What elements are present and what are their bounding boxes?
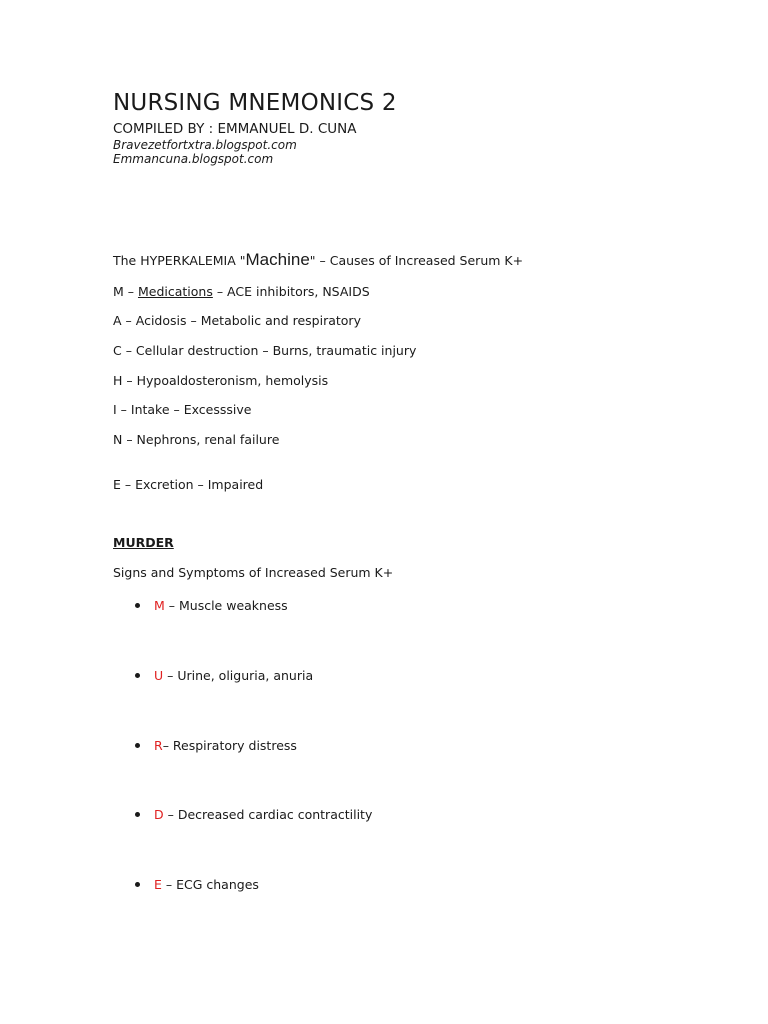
bullet-text: – Muscle weakness <box>164 598 288 613</box>
murder-subtitle: Signs and Symptoms of Increased Serum K+ <box>113 565 394 580</box>
bullet-text: – Decreased cardiac contractility <box>163 807 373 822</box>
bullet-letter: R <box>154 738 163 753</box>
mnemonic-line-n: N – Nephrons, renal failure <box>113 432 280 447</box>
bullet-icon <box>135 603 140 608</box>
bullet-icon <box>135 812 140 817</box>
blog-link-1[interactable]: Bravezetfortxtra.blogspot.com <box>113 138 297 152</box>
bullet-icon <box>135 673 140 678</box>
medications-word: Medications <box>137 284 213 299</box>
list-item <box>135 598 288 613</box>
mnemonic-line-a: A – Acidosis – Metabolic and respiratory <box>113 313 361 328</box>
mnemonic-line-h: H – Hypoaldosteronism, hemolysis <box>113 373 329 388</box>
bullet-text: – Respiratory distress <box>162 738 297 753</box>
list-item <box>135 807 372 822</box>
bullet-icon <box>135 882 140 887</box>
bullet-text: – Urine, oliguria, anuria <box>163 668 314 683</box>
bullet-letter: E <box>154 877 162 892</box>
bullet-letter: M <box>154 598 165 613</box>
document-title: NURSING MNEMONICS 2 <box>113 90 397 116</box>
mnemonic-line-c: C – Cellular destruction – Burns, traumatic injury <box>113 343 417 358</box>
intro-word: Machine <box>245 250 310 269</box>
compiled-by: COMPILED BY : EMMANUEL D. CUNA <box>113 121 357 137</box>
mnemonic-suffix: – ACE inhibitors, NSAIDS <box>212 284 370 299</box>
bullet-icon <box>135 743 140 748</box>
bullet-text: – ECG changes <box>161 877 259 892</box>
bullet-letter: D <box>154 807 164 822</box>
intro-suffix: " – Causes of Increased Serum K+ <box>309 253 524 268</box>
mnemonic-prefix: M – <box>113 284 138 299</box>
intro-prefix: The HYPERKALEMIA " <box>113 253 246 268</box>
list-item <box>135 738 297 753</box>
mnemonic-line-m <box>113 284 370 299</box>
list-item <box>135 668 313 683</box>
hyperkalemia-intro <box>113 250 523 270</box>
bullet-letter: U <box>154 668 164 683</box>
mnemonic-line-i: I – Intake – Excesssive <box>113 402 252 417</box>
murder-heading: MURDER <box>113 535 174 550</box>
mnemonic-line-e: E – Excretion – Impaired <box>113 477 264 492</box>
list-item <box>135 877 259 892</box>
blog-link-2[interactable]: Emmancuna.blogspot.com <box>113 152 274 166</box>
